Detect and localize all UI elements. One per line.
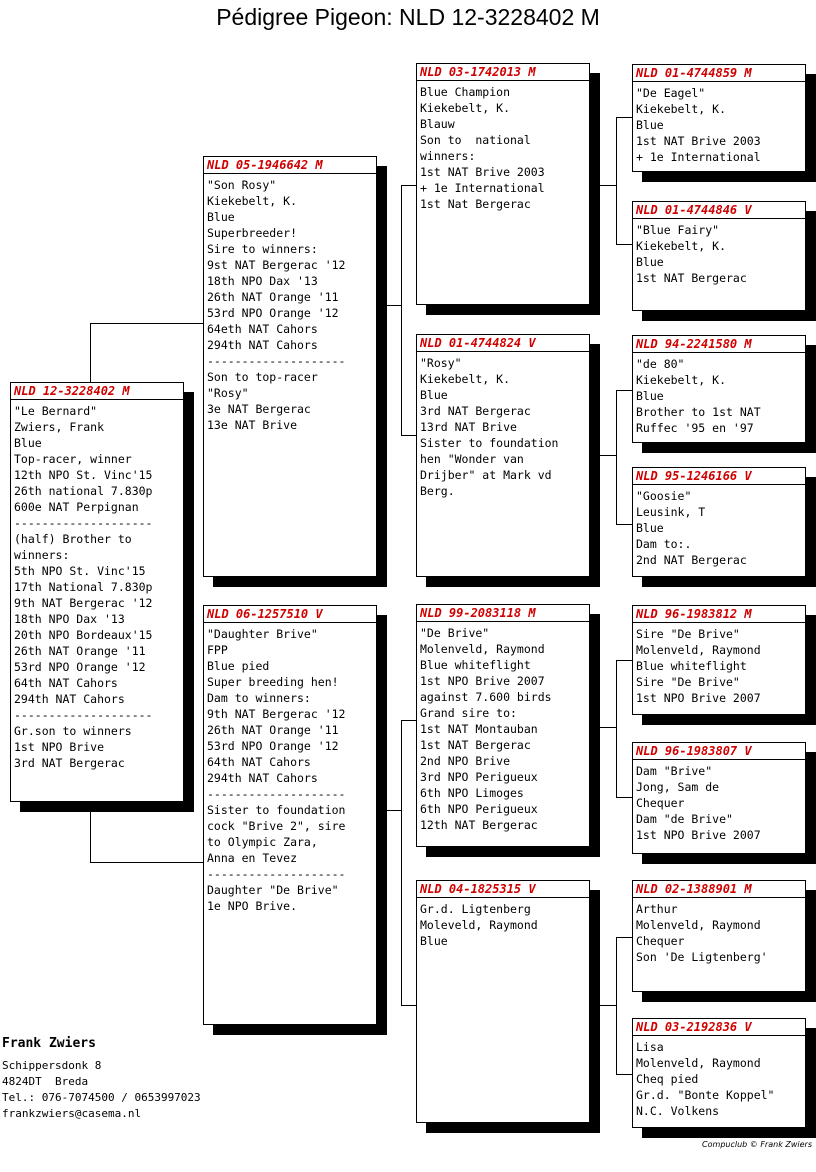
pigeon-info-line: "Le Bernard" (14, 404, 98, 418)
pigeon-info-line: Molenveld, Raymond (636, 1056, 761, 1070)
pigeon-info-line: 17th National 7.830p (14, 580, 153, 594)
pigeon-info-line: Daughter "De Brive" (207, 883, 339, 897)
pigeon-info-line: 1st NPO Brive 2007 (420, 674, 545, 688)
pigeon-info-line: Dam to:. (636, 537, 692, 551)
ring-number: NLD 02-1388901 M (633, 882, 805, 898)
pigeon-info-line: "Goosie" (636, 489, 692, 503)
pigeon-info-line: 18th NPO Dax '13 (207, 274, 318, 288)
pigeon-info-line: Dam "de Brive" (636, 812, 733, 826)
pigeon-info-line: 53rd NPO Orange '12 (207, 739, 339, 753)
pigeon-info-line: 3rd NAT Bergerac (420, 404, 531, 418)
pigeon-info-line: 13rd NAT Brive (420, 420, 517, 434)
pigeon-info-line: Drijber" at Mark vd (420, 468, 552, 482)
pigeon-info-line: 1st NPO Brive (14, 740, 105, 754)
pigeon-info-line: Blue (14, 436, 42, 450)
connector-line (616, 937, 632, 938)
connector-line (616, 117, 617, 244)
ring-number: NLD 96-1983807 V (633, 744, 805, 760)
pigeon-card-dam-sire (416, 604, 590, 847)
pigeon-info-line: "Daughter Brive" (207, 627, 318, 641)
pigeon-info-line: 600e NAT Perpignan (14, 500, 139, 514)
owner-name: Frank Zwiers (2, 1036, 96, 1051)
pigeon-info-line: Lisa (636, 1040, 664, 1054)
connector-line (616, 390, 617, 524)
pigeon-info-line: Superbreeder! (207, 226, 298, 240)
pigeon-info-line: 1st NAT Bergerac (420, 738, 531, 752)
pigeon-card-subject (10, 382, 184, 802)
connector-line (616, 1074, 632, 1075)
ring-number: NLD 99-2083118 M (417, 606, 589, 622)
pigeon-info-line: Chequer (636, 934, 685, 948)
ring-number: NLD 01-4744846 V (633, 203, 805, 219)
connector-line (377, 305, 401, 306)
pigeon-info-line: Blue (207, 210, 235, 224)
pigeon-info-line: (half) Brother to (14, 532, 132, 546)
pigeon-info-line: Arthur (636, 902, 678, 916)
connector-line (590, 727, 616, 728)
pigeon-info-line: Cheq pied (636, 1072, 699, 1086)
owner-city: 4824DT Breda (2, 1075, 89, 1088)
pigeon-info-line: "De Brive" (420, 626, 490, 640)
pigeon-info-line: 12th NPO St. Vinc'15 (14, 468, 153, 482)
owner-email: frankzwiers@casema.nl (2, 1107, 142, 1120)
pigeon-info-line: Blue whiteflight (420, 658, 531, 672)
pigeon-info-line: 9st NAT Bergerac '12 (207, 258, 346, 272)
ring-number: NLD 95-1246166 V (633, 469, 805, 485)
pigeon-info-line: -------------------- (207, 867, 346, 881)
pigeon-info-line: 2nd NPO Brive (420, 754, 511, 768)
pigeon-info-line: Blue (636, 521, 664, 535)
ring-number: NLD 04-1825315 V (417, 882, 589, 898)
connector-line (616, 390, 632, 391)
pigeon-info-line: 64th NAT Cahors (14, 676, 118, 690)
connector-line (401, 720, 417, 721)
pigeon-info-line: 1st NAT Bergerac (636, 271, 747, 285)
pigeon-info-line: Molenveld, Raymond (420, 642, 545, 656)
pigeon-info-line: Zwiers, Frank (14, 420, 105, 434)
pigeon-info-line: 1e NPO Brive. (207, 899, 298, 913)
pigeon-info-line: 53rd NPO Orange '12 (14, 660, 146, 674)
ring-number: NLD 01-4744824 V (417, 336, 589, 352)
pigeon-info-line: 26th NAT Orange '11 (207, 290, 339, 304)
pigeon-info-line: Berg. (420, 484, 455, 498)
pigeon-card-ddd (632, 1018, 806, 1128)
connector-line (90, 862, 204, 863)
connector-line (616, 937, 617, 1074)
pigeon-info-line: Anna en Tevez (207, 851, 298, 865)
pigeon-info-line: 1st NAT Montauban (420, 722, 538, 736)
pigeon-info-line: 9th NAT Bergerac '12 (14, 596, 153, 610)
ring-number: NLD 01-4744859 M (633, 66, 805, 82)
pigeon-info-line: cock "Brive 2", sire (207, 819, 346, 833)
pigeon-info-line: Gr.d. Ligtenberg (420, 902, 531, 916)
pigeon-info-line: 3rd NPO Perigueux (420, 770, 538, 784)
pigeon-info-line: Dam to winners: (207, 691, 311, 705)
pigeon-info-line: 294th NAT Cahors (14, 692, 125, 706)
pigeon-info-line: "Rosy" (207, 386, 249, 400)
connector-line (401, 435, 417, 436)
pigeon-info-line: Sister to foundation (420, 436, 559, 450)
pigeon-info-line: -------------------- (14, 708, 153, 722)
page-title: Pédigree Pigeon: NLD 12-3228402 M (216, 4, 600, 30)
pigeon-info-line: Blue (420, 388, 448, 402)
pigeon-info-line: Kiekebelt, K. (636, 373, 727, 387)
pigeon-info-line: Molenveld, Raymond (636, 918, 761, 932)
pigeon-info-line: Kiekebelt, K. (636, 239, 727, 253)
pigeon-info-line: Blue (636, 255, 664, 269)
pigeon-info-line: Gr.son to winners (14, 724, 132, 738)
pigeon-info-line: hen "Wonder van (420, 452, 524, 466)
pigeon-info-line: Brother to 1st NAT (636, 405, 761, 419)
connector-line (616, 244, 632, 245)
pigeon-card-dam-dam (416, 880, 590, 1123)
pigeon-info-line: N.C. Volkens (636, 1104, 720, 1118)
pigeon-info-line: 20th NPO Bordeaux'15 (14, 628, 153, 642)
pigeon-info-line: winners: (14, 548, 70, 562)
pigeon-info-line: "Rosy" (420, 356, 462, 370)
ring-number: NLD 05-1946642 M (204, 158, 376, 174)
pigeon-info-line: Dam "Brive" (636, 764, 713, 778)
pigeon-info-line: Jong, Sam de (636, 780, 720, 794)
pigeon-info-line: Leusink, T (636, 505, 706, 519)
pigeon-info-line: Sister to foundation (207, 803, 346, 817)
pigeon-info-line: Blue pied (207, 659, 270, 673)
pigeon-info-line: 1st Nat Bergerac (420, 197, 531, 211)
connector-line (616, 660, 617, 797)
owner-block (2, 1036, 201, 1122)
pigeon-info-line: 6th NPO Limoges (420, 786, 524, 800)
pigeon-info-line: 26th national 7.830p (14, 484, 153, 498)
pigeon-info-line: 294th NAT Cahors (207, 771, 318, 785)
ring-number: NLD 06-1257510 V (204, 607, 376, 623)
ring-number: NLD 12-3228402 M (11, 384, 183, 400)
connector-line (401, 720, 402, 1005)
pigeon-info-line: Son to national (420, 133, 531, 147)
pigeon-card-sire-sire (416, 63, 590, 305)
pigeon-card-sire-dam (416, 334, 590, 577)
pigeon-info-line: 3rd NAT Bergerac (14, 756, 125, 770)
pigeon-info-line: 53rd NPO Orange '12 (207, 306, 339, 320)
pigeon-info-line: 13e NAT Brive (207, 418, 298, 432)
pigeon-card-sss (632, 64, 806, 172)
pigeon-info-line: + 1e International (420, 181, 545, 195)
pigeon-info-line: 6th NPO Perigueux (420, 802, 538, 816)
pigeon-info-line: Blue (636, 118, 664, 132)
pigeon-info-line: -------------------- (207, 354, 346, 368)
pigeon-card-ssd (632, 201, 806, 311)
pigeon-info-line: Sire "De Brive" (636, 627, 740, 641)
pigeon-info-line: Kiekebelt, K. (420, 101, 511, 115)
connector-line (401, 185, 402, 435)
connector-line (90, 323, 204, 324)
owner-phone: Tel.: 076-7074500 / 0653997023 (2, 1091, 201, 1104)
pigeon-info-line: Gr.d. "Bonte Koppel" (636, 1088, 775, 1102)
pigeon-info-line: Son 'De Ligtenberg' (636, 950, 768, 964)
pigeon-info-line: 64th NAT Cahors (207, 755, 311, 769)
pigeon-info-line: Moleveld, Raymond (420, 918, 538, 932)
credit-text: Compuclub © Frank Zwiers (702, 1140, 812, 1149)
pigeon-info-line: 26th NAT Orange '11 (207, 723, 339, 737)
pigeon-info-line: -------------------- (14, 516, 153, 530)
connector-line (590, 1005, 616, 1006)
pigeon-info-line: Blue (636, 389, 664, 403)
connector-line (590, 185, 616, 186)
ring-number: NLD 96-1983812 M (633, 607, 805, 623)
connector-line (616, 524, 632, 525)
pigeon-info-line: 1st NPO Brive 2007 (636, 691, 761, 705)
owner-address: Schippersdonk 8 (2, 1059, 102, 1072)
ring-number: NLD 94-2241580 M (633, 337, 805, 353)
pigeon-info-line: Chequer (636, 796, 685, 810)
pigeon-info-line: Kiekebelt, K. (207, 194, 298, 208)
pigeon-info-line: Super breeding hen! (207, 675, 339, 689)
pigeon-card-dds (632, 880, 806, 992)
connector-line (590, 455, 616, 456)
ring-number: NLD 03-1742013 M (417, 65, 589, 81)
connector-line (401, 185, 417, 186)
pigeon-info-line: Kiekebelt, K. (636, 102, 727, 116)
pigeon-info-line: 1st NAT Brive 2003 (636, 134, 761, 148)
pigeon-info-line: Molenveld, Raymond (636, 643, 761, 657)
pigeon-card-sds (632, 335, 806, 443)
pigeon-info-line: 26th NAT Orange '11 (14, 644, 146, 658)
pigeon-info-line: against 7.600 birds (420, 690, 552, 704)
pigeon-info-line: "de 80" (636, 357, 685, 371)
pigeon-info-line: 9th NAT Bergerac '12 (207, 707, 346, 721)
pigeon-card-sire (203, 156, 377, 577)
pigeon-info-line: 1st NAT Brive 2003 (420, 165, 545, 179)
pigeon-info-line: 2nd NAT Bergerac (636, 553, 747, 567)
pigeon-info-line: Sire "De Brive" (636, 675, 740, 689)
pigeon-card-sdd (632, 467, 806, 577)
connector-line (616, 797, 632, 798)
connector-line (616, 660, 632, 661)
connector-line (377, 810, 401, 811)
pigeon-info-line: 12th NAT Bergerac (420, 818, 538, 832)
pigeon-info-line: Sire to winners: (207, 242, 318, 256)
pigeon-info-line: 64eth NAT Cahors (207, 322, 318, 336)
pigeon-info-line: FPP (207, 643, 228, 657)
connector-line (616, 117, 632, 118)
pigeon-info-line: Blue (420, 934, 448, 948)
pigeon-info-line: "De Eagel" (636, 86, 706, 100)
pigeon-info-line: 294th NAT Cahors (207, 338, 318, 352)
pigeon-card-dsd (632, 742, 806, 854)
pigeon-info-line: 18th NPO Dax '13 (14, 612, 125, 626)
pigeon-info-line: Blauw (420, 117, 455, 131)
connector-line (90, 803, 91, 863)
pigeon-info-line: Blue Champion (420, 85, 511, 99)
pigeon-card-dam (203, 605, 377, 1025)
pigeon-info-line: "Blue Fairy" (636, 223, 720, 237)
pigeon-info-line: -------------------- (207, 787, 346, 801)
pigeon-info-line: + 1e International (636, 150, 761, 164)
pigeon-card-dss (632, 605, 806, 715)
pigeon-info-line: 5th NPO St. Vinc'15 (14, 564, 146, 578)
connector-line (90, 323, 91, 384)
pigeon-info-line: winners: (420, 149, 476, 163)
connector-line (401, 1005, 417, 1006)
pigeon-info-line: Top-racer, winner (14, 452, 132, 466)
ring-number: NLD 03-2192836 V (633, 1020, 805, 1036)
pigeon-info-line: Ruffec '95 en '97 (636, 421, 754, 435)
pigeon-info-line: Kiekebelt, K. (420, 372, 511, 386)
pigeon-info-line: "Son Rosy" (207, 178, 277, 192)
pigeon-info-line: Son to top-racer (207, 370, 318, 384)
pigeon-info-line: to Olympic Zara, (207, 835, 318, 849)
pigeon-info-line: Blue whiteflight (636, 659, 747, 673)
pigeon-info-line: Grand sire to: (420, 706, 517, 720)
pigeon-info-line: 1st NPO Brive 2007 (636, 828, 761, 842)
pigeon-info-line: 3e NAT Bergerac (207, 402, 311, 416)
